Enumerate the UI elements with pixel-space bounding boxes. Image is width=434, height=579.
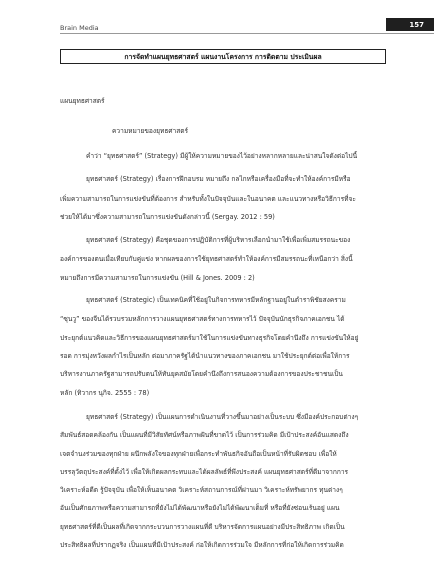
paragraph-line: อันเป็นศักยภาพหรือความสามารถที่ยังไม่ได้พัฒนาหรือยังไม่ได้พัฒนาเต็มที่ หรือที่ยังซ่อนเร้นอยู่ แผน bbox=[60, 504, 340, 512]
paragraph-line: ช่วยให้ได้มาซึ่งความสามารถในการแข่งขันดังกล่าวนี้ (Sergay. 2012 : 59) bbox=[60, 213, 275, 221]
paragraph-line: “ซุนวู” ของจีนได้รวบรวมหลักการวางแผนยุทธศาสตร์ทางการทหารไว้ ปัจจุบันนักธุรกิจภาคเอกชน ได้ bbox=[60, 315, 345, 323]
page-number: 157 bbox=[409, 20, 424, 29]
chapter-title-box bbox=[60, 49, 386, 64]
paragraph-line: ประยุกต์แนวคิดและวิธีการของแผนยุทธศาสตร์มาใช้ในการแข่งขันทางธุรกิจโดยคำนึงถึง การแข่งขันให้อยู่ bbox=[60, 334, 359, 342]
paragraph-line: ยุทธศาสตร์ (Strategy) เป็นแผนการดำเนินงานที่วางขึ้นมาอย่างเป็นระบบ ซึ่งมีองค์ประกอบต่างๆ bbox=[86, 413, 359, 421]
paragraph-line: รอด การมุ่งหวังผลกำไรเป็นหลัก ต่อมาภาครัฐได้นำแนวทางของภาคเอกชน มาใช้ประยุกต์ต่อเพื่อให้การ bbox=[60, 352, 350, 360]
paragraph-line: หลัก (ทิวากร นุกิจ. 2555 : 78) bbox=[60, 389, 150, 397]
paragraph-line: บริหารงานภาครัฐสามารถปรับตนให้ทันยุคสมัยโดยคำนึงถึงการสนองความต้องการของประชาชนเป็น bbox=[60, 370, 343, 378]
paragraph-line: ยุทธศาสตร์ที่ดีเป็นผลที่เกิดจากกระบวนการวางแผนที่ดี บริหารจัดการแผนอย่างมีประสิทธิภาพ เกิดเป็น bbox=[60, 523, 345, 531]
paragraph-line: เพิ่มความสามารถในการแข่งขันที่ต้องการ สำหรับทั้งในปัจจุบันและในอนาคต และแนวทางหรือวิธีการที่จะ bbox=[60, 195, 356, 203]
paragraph-line: บรรลุวัตถุประสงค์ที่ตั้งไว้ เพื่อให้เกิดผลกระทบและได้ผลลัพธ์ที่พึงประสงค์ แผนยุทธศาสตร์ที่ดีมาจากการ bbox=[60, 468, 349, 476]
paragraph-line: ประสิทธิผลที่ปรากฏจริง เป็นแผนที่มีเป้าประสงค์ ก่อให้เกิดการร่วมใจ มีหลักการที่ก่อให้เกิดการร่วมคิด bbox=[60, 541, 344, 549]
paragraph-line: สัมพันธ์สอดคล้องกัน เป็นแผนที่มีวิสัยทัศน์หรือภาพฝันที่ขาดไว้ เป็นการร่วมคิด มีเป้าประสงค์อันแสดงถึง bbox=[60, 431, 349, 439]
sub-heading: ความหมายของยุทธศาสตร์ bbox=[112, 127, 189, 135]
paragraph-line: เจตจำนงร่วมของทุกฝ่าย ผนึกพลังใจของทุกฝ่ายเพื่อกระทำพันธกิจอันถือเป็นหน้าที่รับผิดชอบ เพื่อให้ bbox=[60, 450, 337, 458]
paragraph-line: ยุทธศาสตร์ (Strategic) เป็นเทคนิคที่ใช้อยู่ในกิจการทหารมีหลักฐานอยู่ในตำราพิชัยสงคราม bbox=[86, 296, 346, 304]
paragraph-line: องค์การของตนเมื่อเทียบกับคู่แข่ง หากผลของการใช้ยุทธศาสตร์ทำให้องค์การมีสมรรถนะที่เหนือกว่า สิ่งนี้ bbox=[60, 255, 353, 263]
header-divider bbox=[60, 33, 434, 34]
paragraph-line: ยุทธศาสตร์ (Strategy) เรื่องการฝึกอบรม หมายถึง กลไกหรือเครื่องมือที่จะทำให้องค์การมีหรือ bbox=[86, 175, 351, 183]
chapter-title: การจัดทำแผนยุทธศาสตร์ แผนงานโครงการ การติดตาม ประเมินผล bbox=[124, 53, 322, 61]
paragraph-line: คำว่า “ยุทธศาสตร์” (Strategy) มีผู้ให้ความหมายของไว้อย่างหลากหลายและน่าสนใจดังต่อไปนี้ bbox=[86, 152, 358, 160]
paragraph-line: วิเคราะห์อดีต รู้ปัจจุบัน เพื่อให้เห็นอนาคต วิเคราะห์สถานการณ์ที่ผ่านมา วิเคราะห์ทรัพยากร ทุนต่างๆ bbox=[60, 486, 343, 494]
section-heading: แผนยุทธศาสตร์ bbox=[60, 97, 105, 105]
running-header: Brain Media bbox=[60, 24, 99, 32]
page-number-badge bbox=[386, 18, 434, 31]
paragraph-line: ยุทธศาสตร์ (Strategy) คือชุดของการปฏิบัติการที่ผู้บริหารเลือกนำมาใช้เพื่อเพิ่มสมรรถนะของ bbox=[86, 236, 351, 244]
paragraph-line: หมายถึงการมีความสามารถในการแข่งขัน (Hill & Jones. 2009 : 2) bbox=[60, 274, 255, 282]
